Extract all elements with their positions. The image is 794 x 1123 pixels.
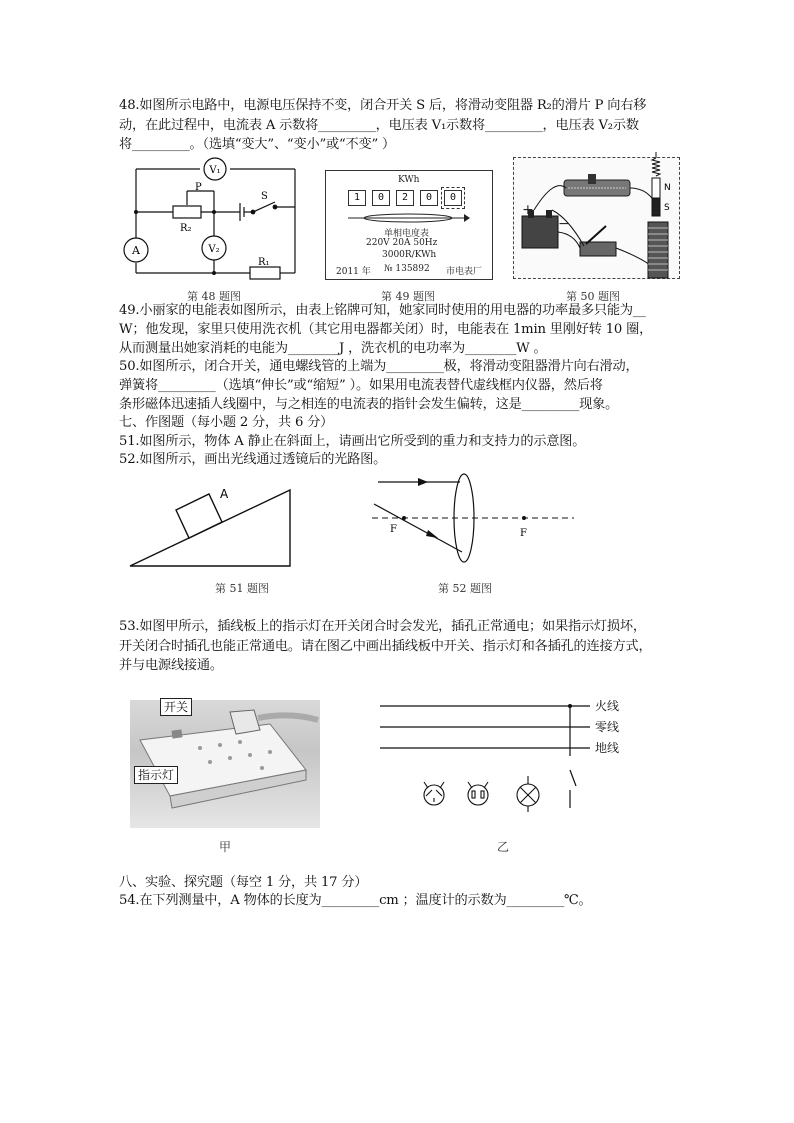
neutral-wire-label: 零线 [595, 720, 620, 734]
meter-serial: № 135892 [384, 264, 430, 274]
caption-49: 第 49 题图 [381, 290, 435, 303]
meter-digit-decimal: 0 [444, 190, 462, 206]
focus-right-label: F [520, 528, 527, 539]
caption-jia: 甲 [219, 840, 232, 854]
meter-digit: 0 [420, 190, 438, 206]
meter-year: 2011 年 [336, 267, 371, 277]
section-8-heading: 八、实验、探究题（每空 1 分，共 17 分） [119, 875, 368, 890]
q53-line1: 53.如图甲所示，插线板上的指示灯在开关闭合时会发光，插孔正常通电；如果指示灯损坏， [119, 619, 646, 634]
meter-maker: 市电表厂 [446, 267, 483, 277]
q50-line3: 条形磁体迅速插人线圈中，与之相连的电流表的指针会发生偏转，这是_________现象。 [119, 397, 619, 412]
section-7-heading: 七、作图题（每小题 2 分，共 6 分） [119, 415, 334, 430]
switch-tag: 开关 [160, 698, 192, 716]
meter-spec: 220V 20A 50Hz [366, 238, 438, 248]
ammeter-label: A [132, 244, 140, 257]
q50-line1: 50.如图所示，闭合开关，通电螺线管的上端为_________极，将滑动变阻器滑片向右滑动， [119, 359, 639, 374]
battery-minus: − [558, 216, 570, 232]
q53-line3: 并与电源线接通。 [119, 658, 223, 673]
incline-diagram-51 [126, 478, 294, 570]
ground-wire-label: 地线 [595, 741, 620, 755]
q49-line3: 从而测量出她家消耗的电能为________J ，洗衣机的电功率为________W 。 [119, 341, 547, 356]
q53-line2: 开关闭合时插孔也能正常通电。请在图乙中画出插线板中开关、指示灯和各插孔的连接方式， [119, 639, 652, 654]
indicator-lamp-tag: 指示灯 [134, 766, 178, 784]
slider-label: P [195, 182, 202, 193]
caption-51: 第 51 题图 [215, 582, 269, 595]
v1-label: V₁ [209, 165, 221, 176]
wiring-diagram-53 [380, 690, 590, 820]
block-label: A [220, 487, 229, 501]
electric-meter-49 [325, 170, 493, 280]
r1-label: R₁ [258, 257, 270, 268]
meter-digit: 0 [372, 190, 390, 206]
lens-diagram-52 [370, 470, 580, 570]
power-strip-photo [130, 700, 320, 828]
meter-unit: KWh [398, 175, 420, 185]
q48-line2: 动，在此过程中，电流表 A 示数将_________，电压表 V₁示数将_________，电压表 V₂示数 [119, 118, 639, 133]
q54-text: 54.在下列测量中，A 物体的长度为_________cm ；温度计的示数为_________℃。 [119, 893, 592, 908]
circuit-diagram-48 [118, 155, 308, 285]
spring-magnet-coil [640, 150, 682, 280]
focus-left-label: F [390, 524, 397, 535]
q51-text: 51.如图所示，物体 A 静止在斜面上，请画出它所受到的重力和支持力的示意图。 [119, 434, 586, 449]
v2-label: V₂ [208, 244, 220, 255]
magnet-south: S [664, 203, 670, 213]
meter-name: 单相电度表 [384, 229, 430, 239]
q49-line1: 49.小丽家的电能表如图所示，由表上铭牌可知，她家同时使用的用电器的功率最多只能为__ [119, 303, 646, 318]
caption-50: 第 50 题图 [566, 290, 620, 303]
q48-line3: 将_________。（选填“变大”、“变小”或“不变” ） [119, 137, 396, 152]
live-wire-label: 火线 [595, 699, 620, 713]
caption-yi: 乙 [497, 840, 510, 854]
meter-revolutions: 3000R/KWh [382, 250, 437, 260]
q52-text: 52.如图所示，画出光线通过透镜后的光路图。 [119, 452, 387, 467]
magnet-north: N [664, 183, 671, 193]
caption-48: 第 48 题图 [187, 290, 241, 303]
meter-digit: 2 [396, 190, 414, 206]
meter-digit: 1 [348, 190, 366, 206]
r2-label: R₂ [180, 223, 192, 234]
q48-line1: 48.如图所示电路中，电源电压保持不变，闭合开关 S 后，将滑动变阻器 R₂的滑片 P 向右移 [119, 98, 647, 113]
caption-52: 第 52 题图 [438, 582, 492, 595]
q49-line2: W；他发现，家里只使用洗衣机（其它用电器都关闭）时，电能表在 1min 里刚好转 10 圈， [119, 322, 653, 337]
switch-label: S [261, 191, 268, 202]
q50-line2: 弹簧将_________（选填“伸长”或“缩短” ）。如果用电流表替代虚线框内仪器，然后将 [119, 378, 603, 393]
battery-plus: + [522, 202, 534, 218]
meter-disc-icon [346, 211, 472, 225]
